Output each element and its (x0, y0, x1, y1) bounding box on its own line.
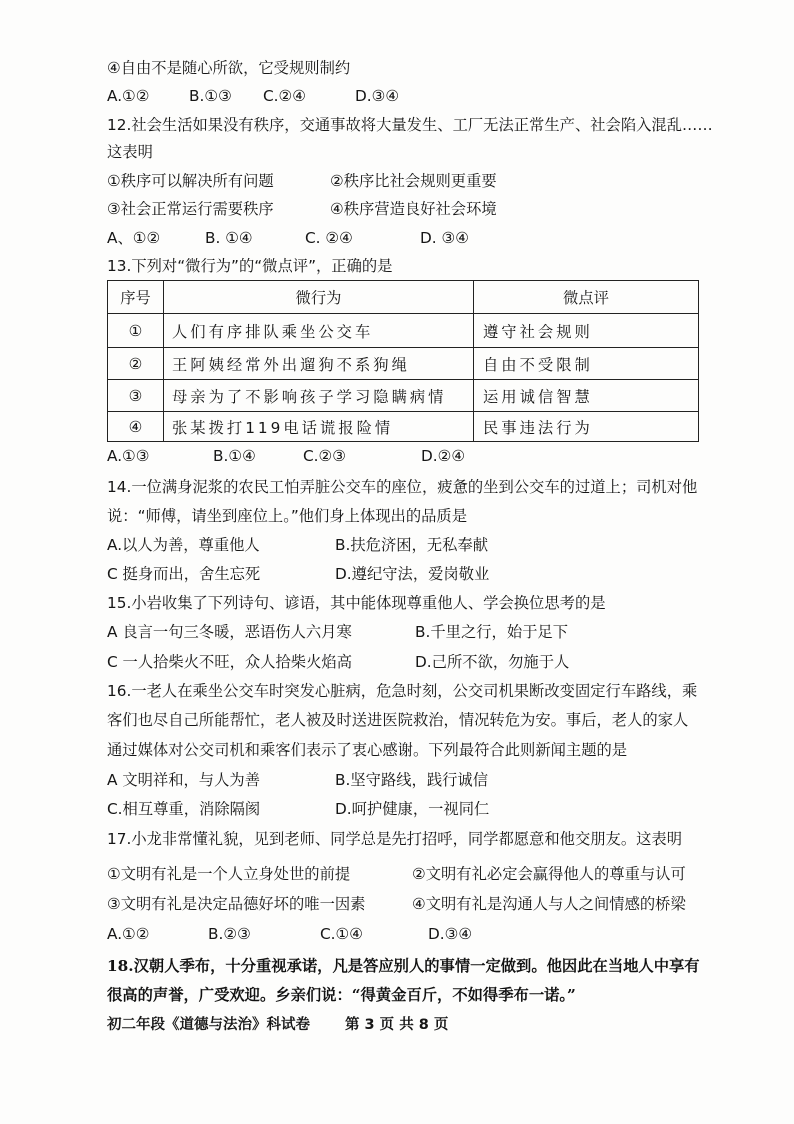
q18-stem-line-2: 很高的声誉，广受欢迎。乡亲们说：“得黄金百斤，不如得季布一诺。” (107, 986, 576, 1004)
q15-option-a: A 良言一句三冬暖，恶语伤人六月寒 (107, 623, 352, 641)
table-cell-behavior: 张某拨打119电话谎报险情 (164, 412, 474, 442)
table-header-no: 序号 (108, 281, 164, 314)
q12-answer-d: D. ③④ (420, 229, 469, 247)
q12-statement-1: ①秩序可以解决所有问题 (107, 172, 274, 190)
table-header-comment: 微点评 (474, 281, 699, 314)
q14-option-a: A.以人为善，尊重他人 (107, 536, 260, 554)
q15-option-b: B.千里之行，始于足下 (415, 623, 569, 641)
table-cell-comment: 民事违法行为 (474, 412, 699, 442)
table-cell-comment: 自由不受限制 (474, 348, 699, 380)
q14-option-c: C 挺身而出，舍生忘死 (107, 565, 261, 583)
q12-stem-line-2: 这表明 (107, 143, 153, 161)
q17-statement-4: ④文明有礼是沟通人与人之间情感的桥梁 (412, 895, 686, 913)
q12-statement-3: ③社会正常运行需要秩序 (107, 200, 274, 218)
q17-stem: 17.小龙非常懂礼貌，见到老师、同学总是先打招呼，同学都愿意和他交朋友。这表明 (107, 830, 683, 848)
table-row (108, 348, 699, 380)
q17-statement-1: ①文明有礼是一个人立身处世的前提 (107, 865, 351, 883)
q16-option-a: A 文明祥和，与人为善 (107, 771, 260, 789)
table-cell-behavior: 王阿姨经常外出遛狗不系狗绳 (164, 348, 474, 380)
table-row (108, 380, 699, 412)
q15-option-d: D.己所不欲，勿施于人 (415, 653, 570, 671)
q16-stem-line-1: 16.一老人在乘坐公交车时突发心脏病，危急时刻，公交司机果断改变固定行车路线，乘 (107, 682, 698, 700)
table-header-row (108, 281, 699, 314)
q18-stem-line-1: 18.汉朝人季布，十分重视承诺，凡是答应别人的事情一定做到。他因此在当地人中享有 (107, 957, 700, 975)
q14-option-d: D.遵纪守法，爱岗敬业 (335, 565, 490, 583)
q14-stem-line-2: 说：“师傅，请坐到座位上。”他们身上体现出的品质是 (107, 507, 468, 525)
q13-answer-b: B.①④ (213, 447, 256, 465)
q12-statement-4: ④秩序营造良好社会环境 (330, 200, 497, 218)
table-cell-no: ③ (108, 380, 164, 412)
q13-answer-c: C.②③ (303, 447, 346, 465)
q14-stem-line-1: 14.一位满身泥浆的农民工怕弄脏公交车的座位，疲惫的坐到公交车的过道上；司机对他 (107, 478, 698, 496)
q16-option-d: D.呵护健康，一视同仁 (335, 800, 490, 818)
q17-answer-a: A.①② (107, 925, 150, 943)
q12-answer-b: B. ①④ (205, 229, 253, 247)
q11-answer-d: D.③④ (355, 87, 400, 105)
q12-statement-2: ②秩序比社会规则更重要 (330, 172, 497, 190)
q16-stem-line-3: 通过媒体对公交司机和乘客们表示了衷心感谢。下列最符合此则新闻主题的是 (107, 741, 628, 759)
table-cell-no: ② (108, 348, 164, 380)
table-cell-no: ④ (108, 412, 164, 442)
q17-answer-b: B.②③ (208, 925, 251, 943)
q16-option-c: C.相互尊重，消除隔阂 (107, 800, 261, 818)
q13-stem: 13.下列对“微行为”的“微点评”，正确的是 (107, 257, 393, 275)
q17-answer-d: D.③④ (428, 925, 473, 943)
q16-stem-line-2: 客们也尽自己所能帮忙，老人被及时送进医院救治，情况转危为安。事后，老人的家人 (107, 711, 689, 729)
table-cell-comment: 运用诚信智慧 (474, 380, 699, 412)
table-cell-no: ① (108, 314, 164, 348)
q13-answer-a: A.①③ (107, 447, 150, 465)
q13-answer-d: D.②④ (421, 447, 466, 465)
q11-answer-a: A.①② (107, 87, 150, 105)
table-row (108, 412, 699, 442)
q15-stem: 15.小岩收集了下列诗句、谚语，其中能体现尊重他人、学会换位思考的是 (107, 594, 606, 612)
q14-option-b: B.扶危济困，无私奉献 (335, 536, 489, 554)
q13-table (107, 280, 699, 442)
q12-answer-c: C. ②④ (305, 229, 353, 247)
table-cell-comment: 遵守社会规则 (474, 314, 699, 348)
table-row (108, 314, 699, 348)
q11-answer-c: C.②④ (263, 87, 306, 105)
table-cell-behavior: 母亲为了不影响孩子学习隐瞒病情 (164, 380, 474, 412)
q12-answer-a: A、①② (107, 229, 161, 247)
q17-statement-3: ③文明有礼是决定品德好坏的唯一因素 (107, 895, 366, 913)
footer-page-number: 第 3 页 共 8 页 (345, 1017, 449, 1033)
q12-stem-line-1: 12.社会生活如果没有秩序，交通事故将大量发生、工厂无法正常生产、社会陷入混乱…… (107, 116, 713, 134)
q11-answer-b: B.①③ (189, 87, 232, 105)
table-header-behavior: 微行为 (164, 281, 474, 314)
table-cell-behavior: 人们有序排队乘坐公交车 (164, 314, 474, 348)
q16-option-b: B.坚守路线，践行诚信 (335, 771, 489, 789)
q17-statement-2: ②文明有礼必定会赢得他人的尊重与认可 (412, 865, 686, 883)
q17-answer-c: C.①④ (320, 925, 363, 943)
footer-exam-title: 初二年段《道德与法治》科试卷 (107, 1017, 310, 1033)
q11-statement-4: ④自由不是随心所欲，它受规则制约 (107, 59, 351, 77)
q15-option-c: C 一人拾柴火不旺，众人拾柴火焰高 (107, 653, 352, 671)
